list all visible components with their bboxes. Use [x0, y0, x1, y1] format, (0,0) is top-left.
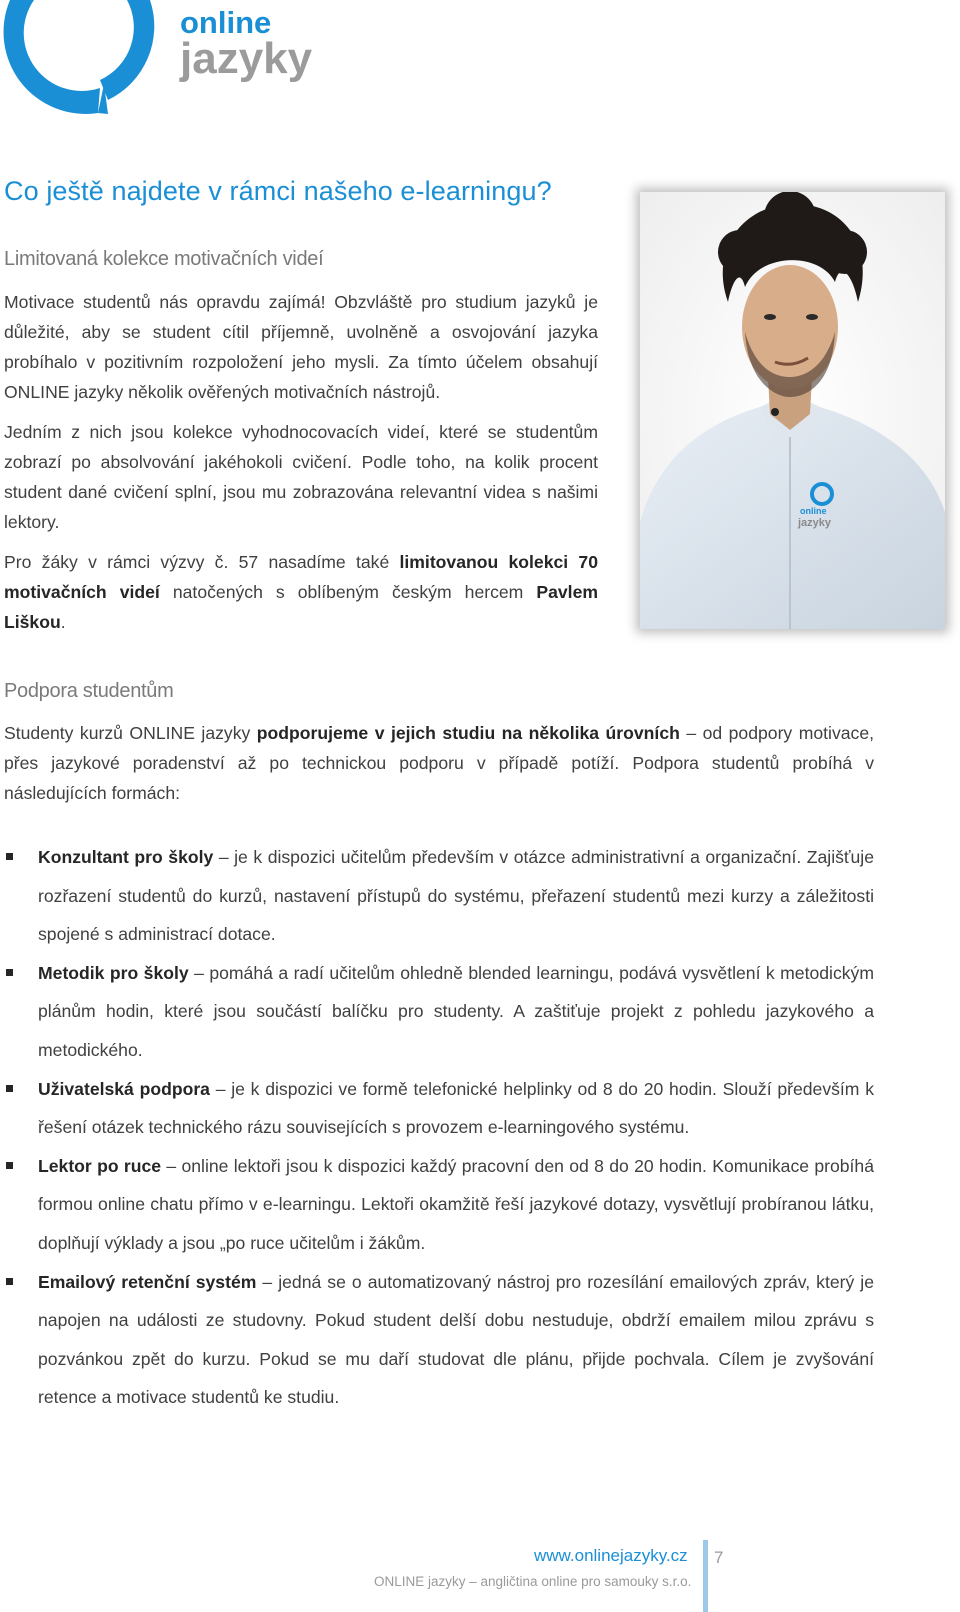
section-title-support: Podpora studentům: [4, 680, 174, 702]
list-item-term: Konzultant pro školy: [38, 847, 214, 867]
actor-photo: [640, 192, 945, 629]
paragraph-limited-collection: [4, 547, 598, 637]
list-item: [4, 954, 874, 1070]
list-item: [4, 838, 874, 954]
text-bold: limitovanou kolekci 70 motivačních videí: [4, 552, 599, 602]
bullet-square-icon: [6, 1278, 13, 1285]
text-bold-actor: Pavlem Liškou: [4, 582, 598, 632]
shirt-logo-text-jazyky: jazyky: [798, 517, 832, 529]
footer-website-link[interactable]: www.onlinejazyky.cz: [534, 1546, 688, 1565]
speech-bubble-icon: [4, 0, 155, 114]
section-title-videos: Limitovaná kolekce motivačních videí: [4, 248, 324, 270]
paragraph-support-intro: [4, 718, 874, 808]
list-item-term: Metodik pro školy: [38, 962, 189, 983]
online-jazyky-logo: [0, 0, 360, 120]
footer-company-name: ONLINE jazyky – angličtina online pro samouky s.r.o.: [374, 1574, 692, 1589]
page-title: Co ještě najdete v rámci našeho e-learningu?: [4, 176, 552, 206]
logo-text-jazyky: jazyky: [180, 34, 313, 83]
text: natočených s oblíbeným českým hercem: [159, 582, 537, 602]
bullet-square-icon: [6, 969, 13, 976]
support-list: [4, 838, 874, 1417]
bullet-square-icon: [6, 853, 13, 860]
bullet-square-icon: [6, 1085, 13, 1092]
shirt-logo-text-online: online: [800, 506, 827, 516]
text: .: [60, 612, 66, 632]
list-item-text: – je k dispozici ve formě telefonické helplinky od 8 do 20 hodin. Slouží především k řešení otázek technického rázu souvisejících s provozem e-learningového systému.: [38, 1078, 875, 1138]
text: Pro žáky v rámci výzvy č. 57 nasadíme také: [4, 552, 400, 572]
footer-divider: [703, 1540, 708, 1612]
paragraph-motivation: Motivace studentů nás opravdu zajímá! Obzvláště pro studium jazyků je důležité, aby se student cítil příjemně, uvolněně a osvojování jazyka probíhalo v pozitivním rozpoložení jeho mysli. Za tímto účelem obsahují ONLINE jazyky několik ověřených motivačních nástrojů.: [4, 292, 598, 402]
list-item-text: – pomáhá a radí učitelům ohledně blended learningu, podává vysvětlení k metodickým plánům hodin, které jsou součástí balíčku pro studenty. A zaštiťuje projekt z pohledu jazykového a metodického.: [38, 962, 874, 1060]
text-bold: podporujeme v jejich studiu na několika úrovních: [256, 723, 680, 743]
list-item-text: – jedná se o automatizovaný nástroj pro rozesílání emailových zpráv, který je napojen na události ze studovny. Pokud student delší dobu nestuduje, obdrží emailem milou zprávu s pozvánkou zpět do kurzu. Pokud se mu daří studovat dle plánu, přijde pochvala. Cílem je zvyšování retence a motivace studentů ke studiu.: [38, 1271, 874, 1408]
paragraph-evaluation-videos: Jedním z nich jsou kolekce vyhodnocovacích videí, které se studentům zobrazí po absolvování jakéhokoli cvičení. Podle toho, na kolik procent student dané cvičení splní, jsou mu zobrazována relevantní videa s našimi lektory.: [4, 422, 598, 532]
bullet-square-icon: [6, 1162, 13, 1169]
list-item: [4, 1070, 874, 1147]
text: Studenty kurzů ONLINE jazyky: [4, 723, 257, 743]
list-item-term: Emailový retenční systém: [38, 1271, 257, 1292]
list-item-text: – online lektoři jsou k dispozici každý pracovní den od 8 do 20 hodin. Komunikace probíhá formou online chatu přímo v e-learningu. Lektoři okamžitě řeší jazykové dotazy, vysvětlují probíranou látku, doplňují výklady a jsou „po ruce učitelům i žákům.: [38, 1155, 875, 1253]
list-item: [4, 1263, 874, 1417]
logo-text-online: online: [180, 5, 272, 40]
list-item-term: Lektor po ruce: [38, 1155, 162, 1176]
text: – od podpory motivace, přes jazykové poradenství až po technickou podporu v případě potíží. Podpora studentů probíhá v následujících formách:: [4, 723, 874, 803]
page-number: 7: [714, 1548, 724, 1567]
list-item-term: Uživatelská podpora: [38, 1078, 210, 1099]
list-item: [4, 1147, 874, 1263]
list-item-text: – je k dispozici učitelům především v otázce administrativní a organizační. Zajišťuje rozřazení studentů do kurzů, nastavení přístupů do systému, přeřazení studentů mezi kurzy a záležitosti spojené s administrací dotace.: [38, 847, 874, 945]
